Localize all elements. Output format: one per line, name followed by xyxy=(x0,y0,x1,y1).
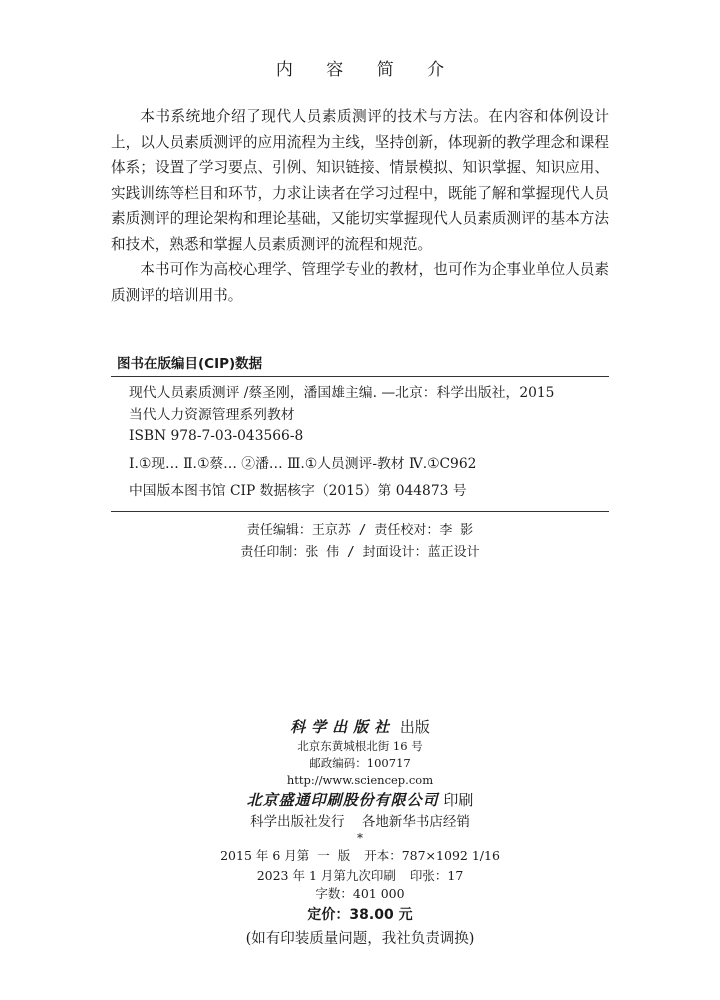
publisher-suffix: 出版 xyxy=(399,718,430,736)
quality-note: (如有印装质量问题，我社负责调换) xyxy=(245,931,475,947)
separator-star: * xyxy=(357,831,363,845)
publisher-postcode: 邮政编码：100717 xyxy=(309,756,411,770)
sheets: 印张：17 xyxy=(409,868,464,883)
credits-production: 责任印制：张 伟 / 封面设计：蓝正设计 xyxy=(240,545,480,560)
cip-line-classification: Ⅰ.①现… Ⅱ.①蔡… ②潘… Ⅲ.①人员测评-教材 Ⅳ.①C962 xyxy=(129,455,477,472)
format: 开本：787×1092 1/16 xyxy=(364,848,500,863)
summary-body xyxy=(111,104,609,308)
printing-line xyxy=(257,867,464,885)
publisher-line xyxy=(0,716,720,738)
publisher-address: 北京东黄城根北街 16 号 xyxy=(297,739,423,753)
printer-suffix: 印刷 xyxy=(443,791,474,809)
summary-paragraph: 本书系统地介绍了现代人员素质测评的技术与方法。在内容和体例设计上，以人员素质测评的应用流程为主线，坚持创新，体现新的教学理念和课程体系；设置了学习要点、引例、知识链接、情景模拟、知识掌握、知识应用、实践训练等栏目和环节，力求让读者在学习过程中，既能了解和掌握现代人员素质测评的理论架构和理论基础，又能切实掌握现代人员素质测评的基本方法和技术，熟悉和掌握人员素质测评的流程和规范。 xyxy=(111,108,609,253)
summary-paragraph: 本书可作为高校心理学、管理学专业的教材，也可作为企事业单位人员素质测评的培训用书。 xyxy=(111,261,609,304)
cip-line-isbn: ISBN 978-7-03-043566-8 xyxy=(129,428,304,444)
price: 定价：38.00 元 xyxy=(307,907,413,923)
cip-heading: 图书在版编目(CIP)数据 xyxy=(117,356,263,372)
cip-line-title: 现代人员素质测评 /蔡圣刚，潘国雄主编. —北京：科学出版社，2015 xyxy=(129,385,555,401)
credits-block xyxy=(0,520,720,564)
cip-line-series: 当代人力资源管理系列教材 xyxy=(129,406,295,423)
printer-name: 北京盛通印刷股份有限公司 xyxy=(246,791,439,809)
cip-block xyxy=(129,383,609,503)
summary-title: 内 容 简 介 xyxy=(275,60,459,80)
publisher-name: 科学出版社 xyxy=(290,718,396,736)
distribution-line: 科学出版社发行 各地新华书店经销 xyxy=(250,814,470,830)
cip-bottom-rule xyxy=(111,511,609,512)
edition: 2015 年 6 月第 一 版 xyxy=(220,848,351,863)
printer-line xyxy=(0,789,720,811)
word-count: 字数：401 000 xyxy=(315,886,405,901)
publication-info xyxy=(0,716,720,951)
printing: 2023 年 1 月第九次印刷 xyxy=(256,868,396,883)
edition-line xyxy=(220,847,500,865)
cip-top-rule xyxy=(111,376,609,377)
cip-line-record: 中国版本图书馆 CIP 数据核字（2015）第 044873 号 xyxy=(129,483,467,499)
credits-editors: 责任编辑：王京苏 / 责任校对：李 影 xyxy=(246,523,474,538)
publisher-website: http://www.sciencep.com xyxy=(286,773,434,787)
